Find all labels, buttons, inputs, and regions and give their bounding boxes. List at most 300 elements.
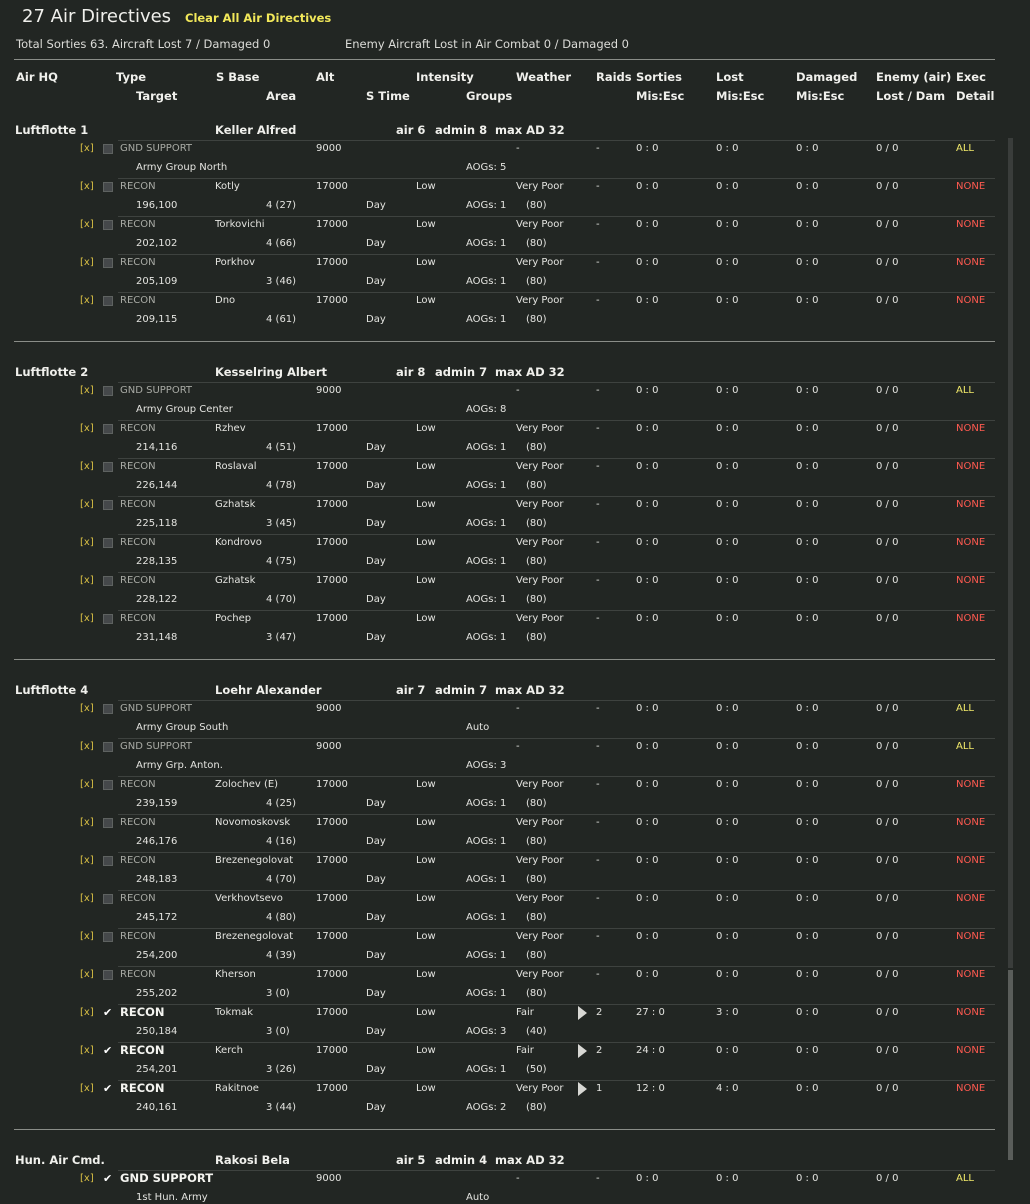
altitude[interactable]: 17000 xyxy=(316,969,348,980)
delete-directive-button[interactable]: [x] xyxy=(80,385,94,396)
mission-type[interactable]: RECON xyxy=(120,423,156,434)
col-air-hq[interactable]: Air HQ xyxy=(16,70,58,84)
row-divider xyxy=(118,178,995,179)
altitude[interactable]: 17000 xyxy=(316,1083,348,1094)
intensity[interactable]: Low xyxy=(416,855,436,866)
altitude[interactable]: 9000 xyxy=(316,1173,342,1184)
checkmark-icon[interactable]: ✔ xyxy=(103,1172,113,1185)
hq-commander[interactable]: Rakosi Bela xyxy=(215,1153,290,1167)
strike-time[interactable]: Day xyxy=(366,632,386,643)
col-s-base[interactable]: S Base xyxy=(216,70,260,84)
mission-type[interactable]: RECON xyxy=(120,1005,165,1019)
exec-detail-link[interactable]: NONE xyxy=(956,1007,986,1018)
intensity[interactable]: Low xyxy=(416,499,436,510)
groups[interactable]: Auto xyxy=(466,1192,490,1203)
col-groups[interactable]: Groups xyxy=(466,89,513,103)
groups[interactable]: AOGs: 3 xyxy=(466,760,507,771)
target[interactable]: 254,201 xyxy=(136,1064,178,1075)
intensity[interactable]: Low xyxy=(416,257,436,268)
select-checkbox[interactable] xyxy=(103,386,113,396)
mission-type[interactable]: GND SUPPORT xyxy=(120,1171,214,1185)
altitude[interactable]: 17000 xyxy=(316,575,348,586)
delete-directive-button[interactable]: [x] xyxy=(80,295,94,306)
target[interactable]: Army Group North xyxy=(136,162,228,173)
delete-directive-button[interactable]: [x] xyxy=(80,855,94,866)
staging-base[interactable]: Roslaval xyxy=(215,461,257,472)
groups[interactable]: AOGs: 1 xyxy=(466,912,507,923)
groups[interactable]: AOGs: 1 xyxy=(466,238,507,249)
mission-type[interactable]: RECON xyxy=(120,295,156,306)
staging-base[interactable]: Brezenegolovat xyxy=(215,931,294,942)
intensity[interactable]: Low xyxy=(416,779,436,790)
target[interactable]: 250,184 xyxy=(136,1026,178,1037)
col-sorties[interactable]: Sorties xyxy=(636,70,682,84)
select-checkbox[interactable] xyxy=(103,144,113,154)
lost-value: 0 : 0 xyxy=(716,219,739,230)
altitude[interactable]: 17000 xyxy=(316,779,348,790)
delete-directive-button[interactable]: [x] xyxy=(80,1045,94,1056)
sorties-value: 0 : 0 xyxy=(636,741,659,752)
mission-type[interactable]: RECON xyxy=(120,461,156,472)
intensity[interactable]: Low xyxy=(416,1045,436,1056)
groups[interactable]: AOGs: 1 xyxy=(466,442,507,453)
groups[interactable]: AOGs: 5 xyxy=(466,162,507,173)
target[interactable]: 255,202 xyxy=(136,988,178,999)
altitude[interactable]: 9000 xyxy=(316,703,342,714)
target[interactable]: 248,183 xyxy=(136,874,178,885)
select-checkbox[interactable] xyxy=(103,220,113,230)
strike-time[interactable]: Day xyxy=(366,874,386,885)
mission-type[interactable]: RECON xyxy=(120,575,156,586)
select-checkbox[interactable] xyxy=(103,462,113,472)
target[interactable]: 196,100 xyxy=(136,200,178,211)
row-divider xyxy=(118,496,995,497)
damaged-value: 0 : 0 xyxy=(796,143,819,154)
groups[interactable]: AOGs: 1 xyxy=(466,798,507,809)
delete-directive-button[interactable]: [x] xyxy=(80,703,94,714)
exec-detail-link[interactable]: NONE xyxy=(956,181,986,192)
altitude[interactable]: 17000 xyxy=(316,817,348,828)
mission-type[interactable]: RECON xyxy=(120,219,156,230)
groups[interactable]: AOGs: 1 xyxy=(466,950,507,961)
altitude[interactable]: 9000 xyxy=(316,143,342,154)
target-area: 4 (70) xyxy=(266,874,297,885)
altitude[interactable]: 17000 xyxy=(316,461,348,472)
strike-time[interactable]: Day xyxy=(366,200,386,211)
delete-directive-button[interactable]: [x] xyxy=(80,423,94,434)
select-checkbox[interactable] xyxy=(103,970,113,980)
col-type[interactable]: Type xyxy=(116,70,147,84)
target[interactable]: 231,148 xyxy=(136,632,178,643)
section-divider xyxy=(14,659,995,660)
staging-base[interactable]: Kerch xyxy=(215,1045,243,1056)
checkmark-icon[interactable]: ✔ xyxy=(103,1044,113,1057)
altitude[interactable]: 17000 xyxy=(316,499,348,510)
delete-directive-button[interactable]: [x] xyxy=(80,1083,94,1094)
groups[interactable]: AOGs: 1 xyxy=(466,480,507,491)
raid-expand-arrow-icon[interactable] xyxy=(578,1044,587,1058)
col-damaged-sub: Mis:Esc xyxy=(796,89,845,103)
intensity[interactable]: Low xyxy=(416,817,436,828)
intensity[interactable]: Low xyxy=(416,295,436,306)
weather: Very Poor xyxy=(516,181,564,192)
col-weather[interactable]: Weather xyxy=(516,70,571,84)
altitude[interactable]: 9000 xyxy=(316,385,342,396)
exec-detail-link[interactable]: NONE xyxy=(956,295,986,306)
damaged-value: 0 : 0 xyxy=(796,817,819,828)
staging-base[interactable]: Rakitnoe xyxy=(215,1083,259,1094)
col-area[interactable]: Area xyxy=(266,89,297,103)
staging-base[interactable]: Gzhatsk xyxy=(215,575,256,586)
staging-base[interactable]: Porkhov xyxy=(215,257,256,268)
lost-value: 3 : 0 xyxy=(716,1007,739,1018)
air-hq-name[interactable]: Hun. Air Cmd. xyxy=(15,1153,105,1167)
weather: Very Poor xyxy=(516,499,564,510)
sorties-value: 0 : 0 xyxy=(636,181,659,192)
col-alt[interactable]: Alt xyxy=(316,70,335,84)
exec-detail-link[interactable]: NONE xyxy=(956,537,986,548)
delete-directive-button[interactable]: [x] xyxy=(80,143,94,154)
select-checkbox[interactable] xyxy=(103,894,113,904)
target[interactable]: 239,159 xyxy=(136,798,178,809)
target[interactable]: Army Grp. Anton. xyxy=(136,760,223,771)
col-enemy-air[interactable]: Enemy (air) xyxy=(876,70,952,84)
exec-detail-link[interactable]: ALL xyxy=(956,741,974,752)
select-checkbox[interactable] xyxy=(103,182,113,192)
delete-directive-button[interactable]: [x] xyxy=(80,1173,94,1184)
air-hq-name[interactable]: Luftflotte 2 xyxy=(15,365,89,379)
mission-type[interactable]: GND SUPPORT xyxy=(120,703,193,714)
intensity[interactable]: Low xyxy=(416,575,436,586)
scrollbar-thumb[interactable] xyxy=(1008,970,1013,1160)
exec-detail-link[interactable]: NONE xyxy=(956,1083,986,1094)
mission-type[interactable]: RECON xyxy=(120,181,156,192)
raids-count: - xyxy=(596,779,600,790)
altitude[interactable]: 17000 xyxy=(316,613,348,624)
delete-directive-button[interactable]: [x] xyxy=(80,893,94,904)
hq-commander[interactable]: Kesselring Albert xyxy=(215,365,328,379)
mission-type[interactable]: GND SUPPORT xyxy=(120,143,193,154)
col-intensity[interactable]: Intensity xyxy=(416,70,474,84)
mission-type[interactable]: RECON xyxy=(120,855,156,866)
row-divider xyxy=(118,140,995,141)
staging-base[interactable]: Zolochev (E) xyxy=(215,779,279,790)
exec-detail-link[interactable]: NONE xyxy=(956,969,986,980)
checkmark-icon[interactable]: ✔ xyxy=(103,1082,113,1095)
col-s-time[interactable]: S Time xyxy=(366,89,410,103)
raids-count: - xyxy=(596,969,600,980)
mission-type[interactable]: RECON xyxy=(120,499,156,510)
strike-time[interactable]: Day xyxy=(366,1102,386,1113)
mission-type[interactable]: RECON xyxy=(120,931,156,942)
col-raids[interactable]: Raids xyxy=(596,70,632,84)
staging-base[interactable]: Gzhatsk xyxy=(215,499,256,510)
exec-detail-link[interactable]: NONE xyxy=(956,219,986,230)
exec-detail-link[interactable]: NONE xyxy=(956,779,986,790)
checkmark-icon[interactable]: ✔ xyxy=(103,1006,113,1019)
strike-time[interactable]: Day xyxy=(366,314,386,325)
delete-directive-button[interactable]: [x] xyxy=(80,257,94,268)
altitude[interactable]: 17000 xyxy=(316,219,348,230)
groups[interactable]: AOGs: 2 xyxy=(466,1102,507,1113)
select-checkbox[interactable] xyxy=(103,780,113,790)
groups[interactable]: AOGs: 1 xyxy=(466,594,507,605)
altitude[interactable]: 9000 xyxy=(316,741,342,752)
exec-detail-link[interactable]: NONE xyxy=(956,499,986,510)
groups[interactable]: AOGs: 8 xyxy=(466,404,507,415)
mission-type[interactable]: RECON xyxy=(120,257,156,268)
exec-detail-link[interactable]: NONE xyxy=(956,613,986,624)
enemy-lost-dam: 0 / 0 xyxy=(876,817,899,828)
select-checkbox[interactable] xyxy=(103,576,113,586)
lost-value: 4 : 0 xyxy=(716,1083,739,1094)
exec-detail-link[interactable]: NONE xyxy=(956,855,986,866)
mission-type[interactable]: RECON xyxy=(120,969,156,980)
target[interactable]: 246,176 xyxy=(136,836,178,847)
staging-base[interactable]: Brezenegolovat xyxy=(215,855,294,866)
intensity[interactable]: Low xyxy=(416,931,436,942)
strike-time[interactable]: Day xyxy=(366,912,386,923)
target[interactable]: Army Group Center xyxy=(136,404,233,415)
target[interactable]: 205,109 xyxy=(136,276,178,287)
delete-directive-button[interactable]: [x] xyxy=(80,181,94,192)
row-divider xyxy=(118,928,995,929)
groups[interactable]: AOGs: 1 xyxy=(466,276,507,287)
target[interactable]: 1st Hun. Army xyxy=(136,1192,208,1203)
mission-type[interactable]: RECON xyxy=(120,613,156,624)
delete-directive-button[interactable]: [x] xyxy=(80,931,94,942)
sorties-value: 0 : 0 xyxy=(636,817,659,828)
target-area: 4 (66) xyxy=(266,238,297,249)
exec-detail-link[interactable]: NONE xyxy=(956,575,986,586)
target[interactable]: 240,161 xyxy=(136,1102,178,1113)
exec-detail-link[interactable]: ALL xyxy=(956,143,974,154)
lost-value: 0 : 0 xyxy=(716,817,739,828)
target[interactable]: Army Group South xyxy=(136,722,229,733)
altitude[interactable]: 17000 xyxy=(316,1007,348,1018)
hq-max-ad: max AD 32 xyxy=(495,365,565,379)
delete-directive-button[interactable]: [x] xyxy=(80,1007,94,1018)
select-checkbox[interactable] xyxy=(103,856,113,866)
hq-admin-rating: admin 7 xyxy=(435,365,488,379)
staging-base[interactable]: Torkovichi xyxy=(215,219,265,230)
sorties-value: 0 : 0 xyxy=(636,575,659,586)
air-hq-name[interactable]: Luftflotte 1 xyxy=(15,123,89,137)
damaged-value: 0 : 0 xyxy=(796,1045,819,1056)
select-checkbox[interactable] xyxy=(103,538,113,548)
staging-base[interactable]: Rzhev xyxy=(215,423,246,434)
strike-time[interactable]: Day xyxy=(366,238,386,249)
raids-count: - xyxy=(596,741,600,752)
delete-directive-button[interactable]: [x] xyxy=(80,969,94,980)
target[interactable]: 202,102 xyxy=(136,238,178,249)
altitude[interactable]: 17000 xyxy=(316,181,348,192)
staging-base[interactable]: Tokmak xyxy=(215,1007,253,1018)
damaged-value: 0 : 0 xyxy=(796,575,819,586)
lost-value: 0 : 0 xyxy=(716,385,739,396)
altitude[interactable]: 17000 xyxy=(316,295,348,306)
intensity[interactable]: Low xyxy=(416,537,436,548)
damaged-value: 0 : 0 xyxy=(796,703,819,714)
altitude[interactable]: 17000 xyxy=(316,1045,348,1056)
groups[interactable]: AOGs: 1 xyxy=(466,836,507,847)
target[interactable]: 254,200 xyxy=(136,950,178,961)
col-exec[interactable]: Exec xyxy=(956,70,986,84)
altitude[interactable]: 17000 xyxy=(316,855,348,866)
delete-directive-button[interactable]: [x] xyxy=(80,219,94,230)
target-area: 3 (0) xyxy=(266,1026,290,1037)
raid-expand-arrow-icon[interactable] xyxy=(578,1082,587,1096)
target[interactable]: 228,135 xyxy=(136,556,178,567)
select-checkbox[interactable] xyxy=(103,258,113,268)
target[interactable]: 226,144 xyxy=(136,480,178,491)
delete-directive-button[interactable]: [x] xyxy=(80,779,94,790)
altitude[interactable]: 17000 xyxy=(316,537,348,548)
intensity[interactable]: Low xyxy=(416,423,436,434)
groups[interactable]: AOGs: 1 xyxy=(466,988,507,999)
groups[interactable]: AOGs: 1 xyxy=(466,1064,507,1075)
scrollbar-track[interactable] xyxy=(1008,138,1013,968)
altitude[interactable]: 17000 xyxy=(316,893,348,904)
enemy-lost-dam: 0 / 0 xyxy=(876,1083,899,1094)
intensity[interactable]: Low xyxy=(416,181,436,192)
groups[interactable]: AOGs: 1 xyxy=(466,556,507,567)
mission-type[interactable]: RECON xyxy=(120,537,156,548)
exec-detail-link[interactable]: NONE xyxy=(956,1045,986,1056)
select-checkbox[interactable] xyxy=(103,818,113,828)
exec-detail-link[interactable]: NONE xyxy=(956,893,986,904)
air-hq-name[interactable]: Luftflotte 4 xyxy=(15,683,89,697)
delete-directive-button[interactable]: [x] xyxy=(80,575,94,586)
select-checkbox[interactable] xyxy=(103,500,113,510)
target[interactable]: 245,172 xyxy=(136,912,178,923)
target[interactable]: 209,115 xyxy=(136,314,178,325)
mission-type[interactable]: GND SUPPORT xyxy=(120,385,193,396)
mission-type[interactable]: RECON xyxy=(120,1081,165,1095)
delete-directive-button[interactable]: [x] xyxy=(80,461,94,472)
delete-directive-button[interactable]: [x] xyxy=(80,613,94,624)
select-checkbox[interactable] xyxy=(103,424,113,434)
exec-detail-link[interactable]: NONE xyxy=(956,461,986,472)
strike-time[interactable]: Day xyxy=(366,594,386,605)
intensity[interactable]: Low xyxy=(416,893,436,904)
exec-detail-link[interactable]: ALL xyxy=(956,1173,974,1184)
target[interactable]: 214,116 xyxy=(136,442,178,453)
staging-base[interactable]: Verkhovtsevo xyxy=(215,893,283,904)
exec-detail-link[interactable]: NONE xyxy=(956,817,986,828)
strike-time[interactable]: Day xyxy=(366,950,386,961)
delete-directive-button[interactable]: [x] xyxy=(80,817,94,828)
delete-directive-button[interactable]: [x] xyxy=(80,741,94,752)
strike-time[interactable]: Day xyxy=(366,518,386,529)
strike-time[interactable]: Day xyxy=(366,442,386,453)
exec-detail-link[interactable]: NONE xyxy=(956,257,986,268)
staging-base[interactable]: Novomoskovsk xyxy=(215,817,291,828)
select-checkbox[interactable] xyxy=(103,704,113,714)
row-divider xyxy=(118,420,995,421)
exec-detail-link[interactable]: NONE xyxy=(956,931,986,942)
enemy-lost-dam: 0 / 0 xyxy=(876,741,899,752)
groups[interactable]: AOGs: 3 xyxy=(466,1026,507,1037)
strike-time[interactable]: Day xyxy=(366,276,386,287)
groups-strength: (80) xyxy=(526,314,547,325)
exec-detail-link[interactable]: ALL xyxy=(956,385,974,396)
mission-type[interactable]: RECON xyxy=(120,1043,165,1057)
altitude[interactable]: 17000 xyxy=(316,257,348,268)
intensity[interactable]: Low xyxy=(416,461,436,472)
exec-detail-link[interactable]: ALL xyxy=(956,703,974,714)
groups[interactable]: AOGs: 1 xyxy=(466,632,507,643)
strike-time[interactable]: Day xyxy=(366,480,386,491)
col-damaged[interactable]: Damaged xyxy=(796,70,858,84)
groups[interactable]: AOGs: 1 xyxy=(466,874,507,885)
groups[interactable]: AOGs: 1 xyxy=(466,518,507,529)
staging-base[interactable]: Kondrovo xyxy=(215,537,262,548)
intensity[interactable]: Low xyxy=(416,219,436,230)
strike-time[interactable]: Day xyxy=(366,1064,386,1075)
strike-time[interactable]: Day xyxy=(366,988,386,999)
mission-type[interactable]: GND SUPPORT xyxy=(120,741,193,752)
hq-commander[interactable]: Keller Alfred xyxy=(215,123,297,137)
mission-type[interactable]: RECON xyxy=(120,817,156,828)
select-checkbox[interactable] xyxy=(103,614,113,624)
strike-time[interactable]: Day xyxy=(366,836,386,847)
groups-strength: (80) xyxy=(526,632,547,643)
hq-commander[interactable]: Loehr Alexander xyxy=(215,683,322,697)
staging-base[interactable]: Pochep xyxy=(215,613,252,624)
strike-time[interactable]: Day xyxy=(366,1026,386,1037)
enemy-lost-dam: 0 / 0 xyxy=(876,1007,899,1018)
select-checkbox[interactable] xyxy=(103,742,113,752)
sorties-value: 0 : 0 xyxy=(636,703,659,714)
intensity[interactable]: Low xyxy=(416,613,436,624)
staging-base[interactable]: Kotly xyxy=(215,181,240,192)
altitude[interactable]: 17000 xyxy=(316,931,348,942)
target[interactable]: 225,118 xyxy=(136,518,178,529)
intensity[interactable]: Low xyxy=(416,1083,436,1094)
target[interactable]: 228,122 xyxy=(136,594,178,605)
target-area: 3 (44) xyxy=(266,1102,297,1113)
sorties-value: 12 : 0 xyxy=(636,1083,665,1094)
raid-expand-arrow-icon[interactable] xyxy=(578,1006,587,1020)
select-checkbox[interactable] xyxy=(103,296,113,306)
exec-detail-link[interactable]: NONE xyxy=(956,423,986,434)
weather: Very Poor xyxy=(516,779,564,790)
altitude[interactable]: 17000 xyxy=(316,423,348,434)
raids-count: - xyxy=(596,817,600,828)
weather: - xyxy=(516,703,520,714)
delete-directive-button[interactable]: [x] xyxy=(80,499,94,510)
groups[interactable]: Auto xyxy=(466,722,490,733)
mission-type[interactable]: RECON xyxy=(120,779,156,790)
delete-directive-button[interactable]: [x] xyxy=(80,537,94,548)
strike-time[interactable]: Day xyxy=(366,556,386,567)
staging-base[interactable]: Dno xyxy=(215,295,236,306)
col-target[interactable]: Target xyxy=(136,89,178,103)
row-divider xyxy=(118,610,995,611)
groups[interactable]: AOGs: 1 xyxy=(466,314,507,325)
groups[interactable]: AOGs: 1 xyxy=(466,200,507,211)
clear-all-directives-button[interactable]: Clear All Air Directives xyxy=(185,11,332,25)
staging-base[interactable]: Kherson xyxy=(215,969,256,980)
mission-type[interactable]: RECON xyxy=(120,893,156,904)
strike-time[interactable]: Day xyxy=(366,798,386,809)
hq-max-ad: max AD 32 xyxy=(495,1153,565,1167)
col-lost[interactable]: Lost xyxy=(716,70,744,84)
select-checkbox[interactable] xyxy=(103,932,113,942)
intensity[interactable]: Low xyxy=(416,969,436,980)
intensity[interactable]: Low xyxy=(416,1007,436,1018)
